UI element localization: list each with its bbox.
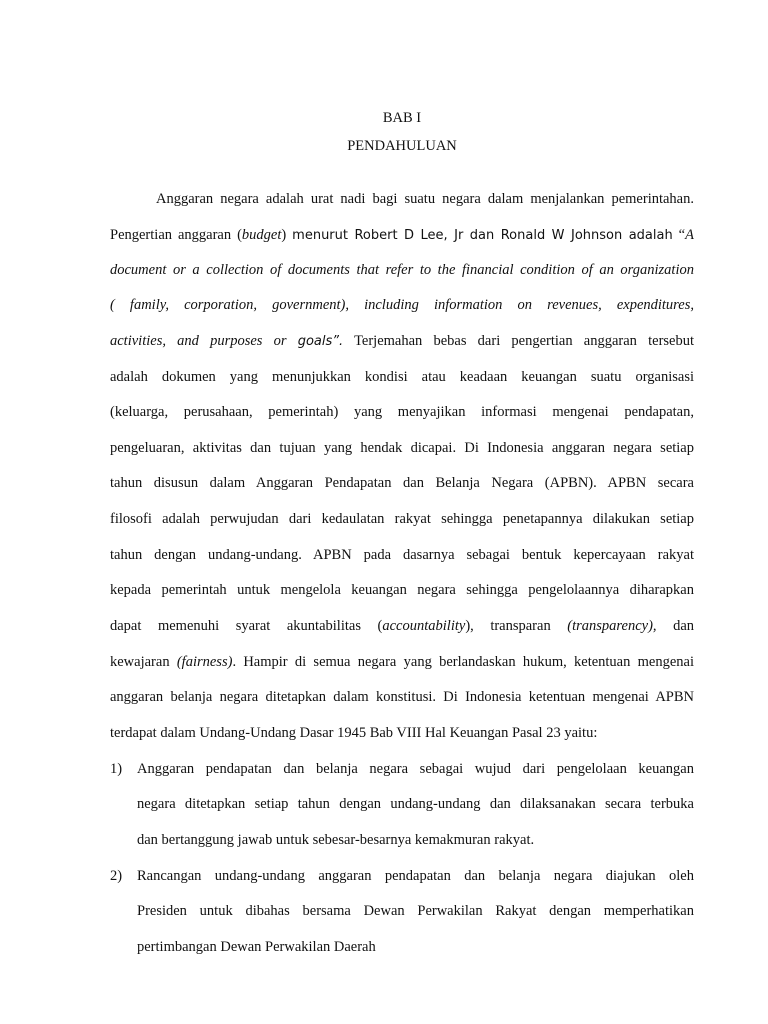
chapter-title: PENDAHULUAN [347,138,457,154]
paragraph-line: dapat memenuhi syarat akuntabilitas (accountability), transparan (transparency), dan [110,618,695,634]
list-item-line: negara ditetapkan setiap tahun dengan undang-undang dan dilaksanakan secara terbuka [137,796,694,812]
paragraph-line: adalah dokumen yang menunjukkan kondisi atau keadaan keuangan suatu organisasi [110,369,694,385]
chapter-label: BAB I [382,110,422,126]
paragraph-line: activities, and purposes or goals”. Terjemahan bebas dari pengertian anggaran tersebut [110,333,695,349]
list-item-number: 1) [110,761,123,777]
paragraph-line: terdapat dalam Undang-Undang Dasar 1945 Bab VIII Hal Keuangan Pasal 23 yaitu: [110,725,598,741]
paragraph-line: pengeluaran, aktivitas dan tujuan yang hendak dicapai. Di Indonesia anggaran negara setiap [110,440,694,456]
paragraph-line: filosofi adalah perwujudan dari kedaulatan rakyat sehingga penetapannya dilakukan setiap [110,511,694,527]
list-item-line: Presiden untuk dibahas bersama Dewan Perwakilan Rakyat dengan memperhatikan [137,903,694,919]
list-item-line: Rancangan undang-undang anggaran pendapatan dan belanja negara diajukan oleh [137,868,694,884]
paragraph-line: anggaran belanja negara ditetapkan dalam konstitusi. Di Indonesia ketentuan mengenai APBN [110,689,694,705]
paragraph-line: tahun dengan undang-undang. APBN pada dasarnya sebagai bentuk kepercayaan rakyat [110,547,694,563]
paragraph-line: kepada pemerintah untuk mengelola keuangan negara sehingga pengelolaannya diharapkan [110,582,694,598]
list-item-line: dan bertanggung jawab untuk sebesar-besarnya kemakmuran rakyat. [137,832,535,848]
paragraph-line: Pengertian anggaran (budget) menurut Robert D Lee, Jr dan Ronald W Johnson adalah “A [110,227,694,243]
paragraph-line: Anggaran negara adalah urat nadi bagi suatu negara dalam menjalankan pemerintahan. [156,191,694,207]
paragraph-line: (keluarga, perusahaan, pemerintah) yang menyajikan informasi mengenai pendapatan, [110,404,694,420]
paragraph-line: document or a collection of documents that refer to the financial condition of an organization [110,262,694,278]
paragraph-line: kewajaran (fairness). Hampir di semua negara yang berlandaskan hukum, ketentuan mengenai [110,654,695,670]
list-item-line: Anggaran pendapatan dan belanja negara sebagai wujud dari pengelolaan keuangan [137,761,694,777]
list-item-line: pertimbangan Dewan Perwakilan Daerah [137,939,376,955]
paragraph-line: ( family, corporation, government), including information on revenues, expenditures, [110,297,694,313]
paragraph-line: tahun disusun dalam Anggaran Pendapatan dan Belanja Negara (APBN). APBN secara [110,475,694,491]
list-item-number: 2) [110,868,123,884]
